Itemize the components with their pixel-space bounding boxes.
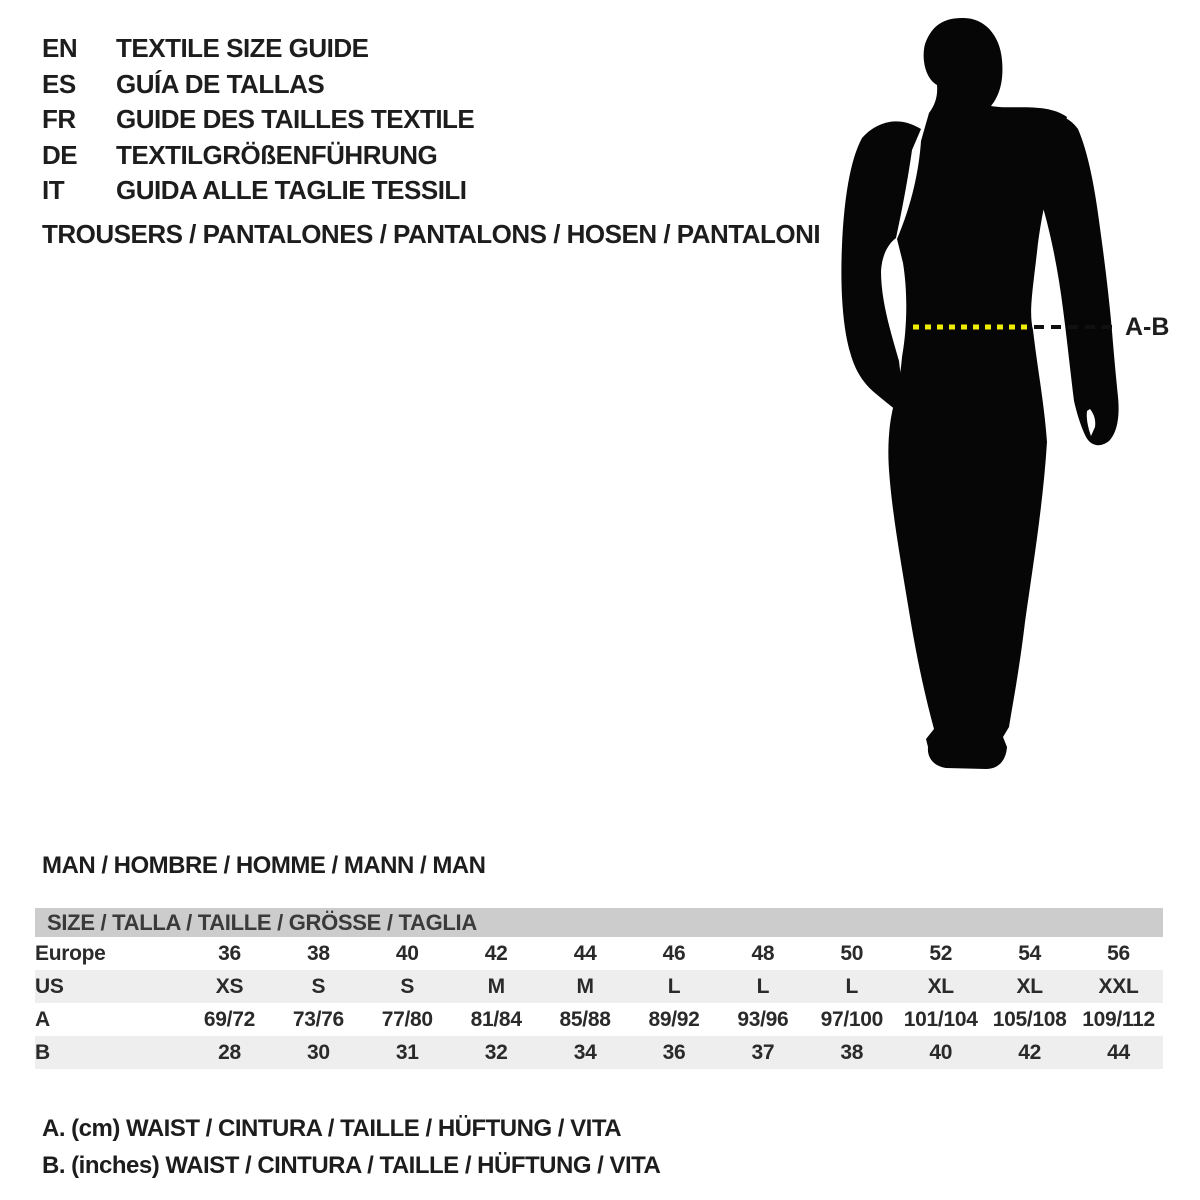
table-cell: 77/80	[381, 1007, 433, 1031]
table-cell: 81/84	[470, 1007, 522, 1031]
table-cell: 38	[306, 941, 330, 965]
language-code: DE	[42, 139, 78, 170]
table-cell: L	[845, 974, 859, 998]
table-cell: 73/76	[292, 1007, 344, 1031]
language-code: FR	[42, 104, 76, 135]
table-cell: 32	[484, 1040, 508, 1064]
table-cell: 31	[395, 1040, 419, 1064]
table-cell: 37	[751, 1040, 775, 1064]
row-label: Europe	[35, 941, 106, 965]
table-cell: 44	[1107, 1040, 1130, 1064]
language-title-block	[42, 31, 474, 209]
table-cell: XXL	[1098, 974, 1139, 998]
table-cell: 30	[306, 1040, 330, 1064]
table-cell: 50	[840, 941, 864, 965]
language-code: IT	[42, 175, 65, 206]
table-cell: M	[576, 974, 594, 998]
table-cell: 34	[573, 1040, 597, 1064]
table-cell: 101/104	[903, 1007, 978, 1031]
table-row-europe	[35, 937, 1163, 970]
table-cell: 36	[662, 1040, 686, 1064]
table-cell: XL	[1016, 974, 1043, 998]
row-label: A	[35, 1007, 50, 1031]
section-heading-man: MAN / HOMBRE / HOMME / MANN / MAN	[42, 852, 486, 879]
table-cell: S	[311, 974, 326, 998]
language-code: ES	[42, 68, 76, 99]
size-table-wrapper	[35, 908, 1163, 1069]
measurement-notes	[42, 1110, 660, 1184]
table-cell: 56	[1107, 941, 1130, 965]
table-cell: 69/72	[203, 1007, 255, 1031]
table-row-us	[35, 970, 1163, 1003]
language-title: GUIDE DES TAILLES TEXTILE	[116, 104, 475, 135]
man-silhouette-figure	[820, 10, 1180, 780]
table-cell: 40	[929, 1040, 953, 1064]
row-label: US	[35, 974, 64, 998]
table-cell: 109/112	[1082, 1007, 1155, 1031]
table-cell: 44	[573, 941, 597, 965]
table-cell: 38	[840, 1040, 864, 1064]
table-cell: 52	[929, 941, 953, 965]
row-label: B	[35, 1040, 50, 1064]
table-row-b-inches	[35, 1036, 1163, 1069]
language-title: TEXTILE SIZE GUIDE	[116, 33, 369, 64]
table-cell: M	[487, 974, 505, 998]
table-cell: 93/96	[737, 1007, 789, 1031]
table-cell: XS	[215, 974, 244, 998]
note-a-cm: A. (cm) WAIST / CINTURA / TAILLE / HÜFTUNG / VITA	[42, 1114, 622, 1142]
table-cell: 105/108	[992, 1007, 1067, 1031]
table-cell: 89/92	[648, 1007, 700, 1031]
table-cell: 54	[1018, 941, 1041, 965]
table-cell: 85/88	[559, 1007, 611, 1031]
language-title: TEXTILGRÖßENFÜHRUNG	[116, 139, 438, 170]
language-row	[42, 31, 474, 67]
table-cell: 40	[395, 941, 419, 965]
size-table-header-row	[35, 908, 1163, 937]
table-cell: XL	[927, 974, 954, 998]
table-cell: 36	[218, 941, 241, 965]
language-title: GUÍA DE TALLAS	[116, 68, 325, 99]
table-row-a-cm	[35, 1003, 1163, 1036]
waist-measure-label: A-B	[1125, 313, 1170, 341]
note-b-inches: B. (inches) WAIST / CINTURA / TAILLE / HÜFTUNG / VITA	[42, 1151, 661, 1179]
category-heading-trousers: TROUSERS / PANTALONES / PANTALONS / HOSEN / PANTALONI	[42, 219, 821, 249]
table-cell: 42	[1018, 1040, 1041, 1064]
language-code: EN	[42, 33, 78, 64]
language-row	[42, 67, 474, 103]
table-cell: 48	[751, 941, 775, 965]
table-cell: S	[400, 974, 415, 998]
language-row	[42, 102, 474, 138]
size-table-header: SIZE / TALLA / TAILLE / GRÖSSE / TAGLIA	[35, 908, 1163, 937]
table-cell: 46	[662, 941, 686, 965]
table-cell: 28	[218, 1040, 241, 1064]
table-cell: L	[667, 974, 681, 998]
language-row	[42, 173, 474, 209]
language-title: GUIDA ALLE TAGLIE TESSILI	[116, 175, 467, 206]
size-table	[35, 908, 1163, 1069]
table-cell: 42	[484, 941, 508, 965]
table-cell: L	[756, 974, 770, 998]
table-cell: 97/100	[820, 1007, 884, 1031]
language-row	[42, 138, 474, 174]
